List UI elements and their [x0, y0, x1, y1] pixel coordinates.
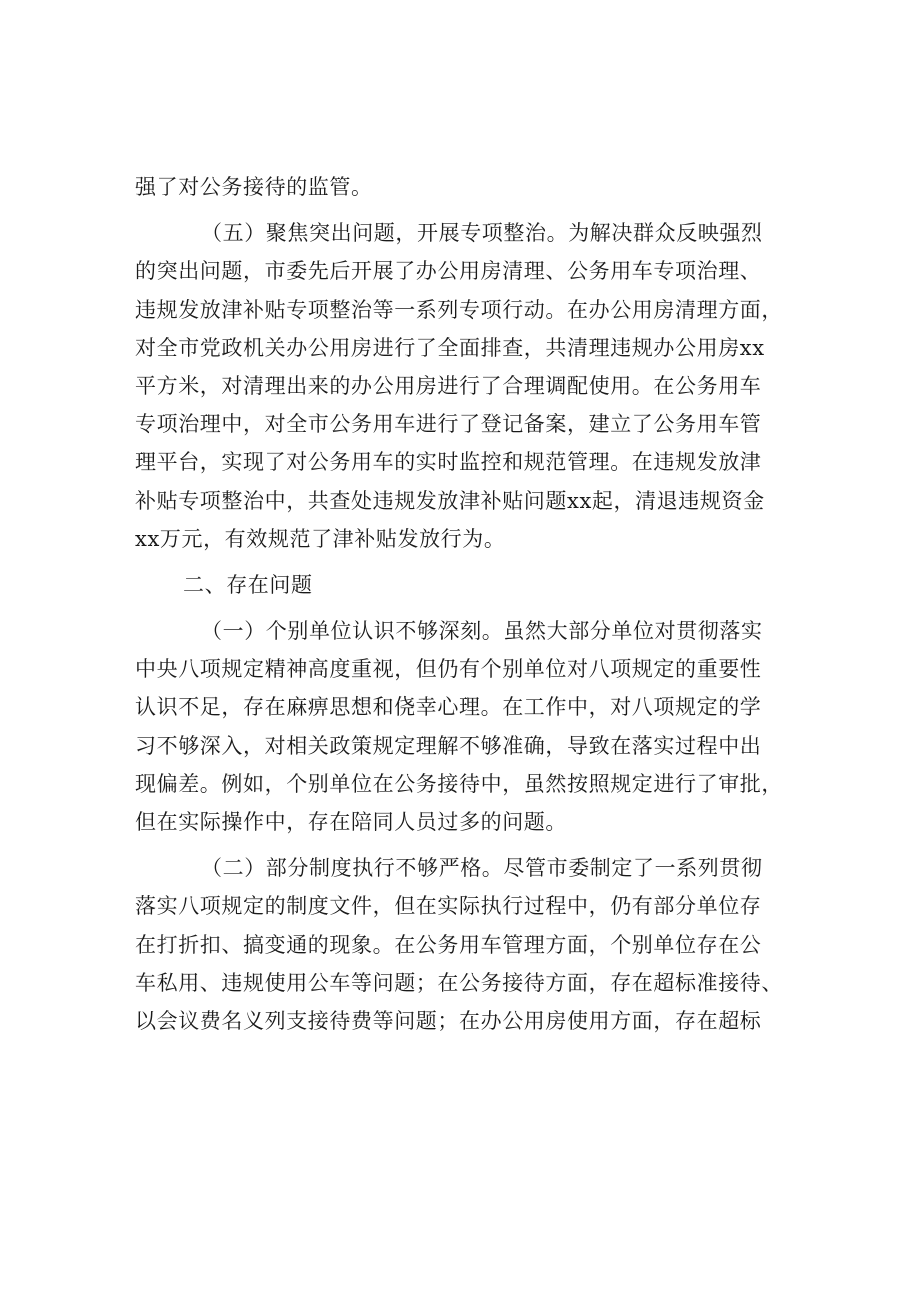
paragraph-line: 但在实际操作中，存在陪同人员过多的问题。 [135, 810, 567, 834]
paragraph-line: 落实八项规定的制度文件，但在实际执行过程中，仍有部分单位存 [135, 894, 762, 919]
paragraph-line: 对全市党政机关办公用房进行了全面排查，共清理违规办公用房xx [135, 335, 765, 360]
paragraph-line: 补贴专项整治中，共查处违规发放津补贴问题xx起，清退违规资金 [135, 488, 765, 513]
paragraph-line: （五）聚焦突出问题，开展专项整治。为解决群众反映强烈 [201, 221, 763, 246]
paragraph-line: 在打折扣、搞变通的现象。在公务用车管理方面，个别单位存在公 [135, 932, 762, 957]
paragraph-line: （一）个别单位认识不够深刻。虽然大部分单位对贯彻落实 [201, 619, 763, 644]
paragraph-line: 以会议费名义列支接待费等问题；在办公用房使用方面，存在超标 [135, 1008, 762, 1033]
paragraph-line: 认识不足，存在麻痹思想和侥幸心理。在工作中，对八项规定的学 [135, 695, 762, 720]
paragraph-line: 现偏差。例如，个别单位在公务接待中，虽然按照规定进行了审批， [135, 771, 783, 796]
paragraph-line: 平方米，对清理出来的办公用房进行了合理调配使用。在公务用车 [135, 373, 762, 398]
paragraph-line: 车私用、违规使用公车等问题；在公务接待方面，存在超标准接待、 [135, 970, 783, 995]
paragraph-line: 专项治理中，对全市公务用车进行了登记备案，建立了公务用车管 [135, 412, 762, 437]
paragraph-line: 违规发放津补贴专项整治等一系列专项行动。在办公用房清理方面， [135, 297, 783, 322]
paragraph-line: 习不够深入，对相关政策规定理解不够准确，导致在落实过程中出 [135, 733, 762, 758]
document-body [135, 168, 800, 1040]
paragraph-line: 中央八项规定精神高度重视，但仍有个别单位对八项规定的重要性 [135, 657, 762, 682]
paragraph-line: 的突出问题，市委先后开展了办公用房清理、公务用车专项治理、 [135, 259, 762, 284]
paragraph-line: 强了对公务接待的监管。 [135, 175, 373, 199]
paragraph-line: （二）部分制度执行不够严格。尽管市委制定了一系列贯彻 [201, 856, 763, 881]
paragraph-line: 理平台，实现了对公务用车的实时监控和规范管理。在违规发放津 [135, 450, 762, 475]
paragraph-line: xx万元，有效规范了津补贴发放行为。 [135, 526, 506, 551]
section-heading: 二、存在问题 [183, 572, 313, 597]
